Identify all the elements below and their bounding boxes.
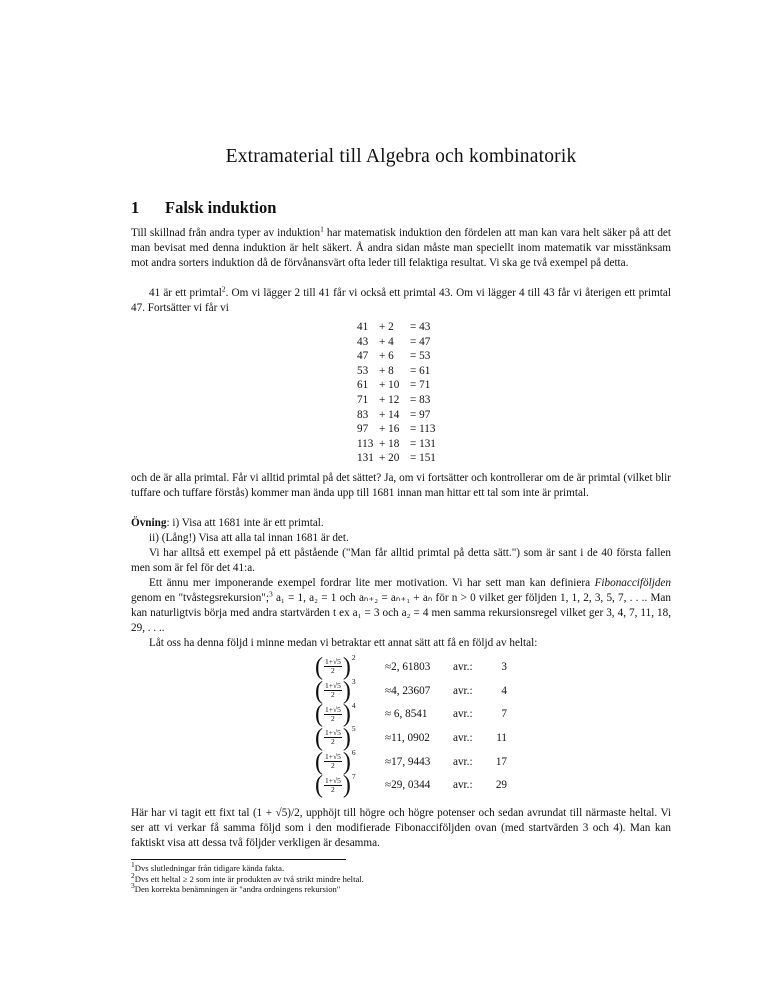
prime-table-cell: 47: [357, 350, 369, 363]
section-title: Falsk induktion: [165, 198, 277, 217]
footnote: [131, 870, 364, 884]
rounded-label: avr.:: [453, 779, 473, 792]
prime-table-cell: + 6: [379, 350, 394, 363]
rounded-value: 29: [495, 779, 507, 792]
prime-table-cell: + 8: [379, 364, 394, 377]
exponent: 3: [351, 677, 356, 687]
paren-right: ): [342, 700, 351, 728]
prime-table-cell: 131: [357, 452, 374, 465]
exercise-part-i: : i) Visa att 1681 inte är ett primtal.: [166, 517, 324, 529]
prime-table-cell: = 61: [410, 364, 431, 377]
paragraph-fibonacci-text-b: genom en "tvåstegsrekursion";: [131, 592, 269, 604]
rounded-label: avr.:: [453, 755, 473, 768]
exercise-label: Övning: [131, 517, 167, 529]
paragraph-primes-conclusion: och de är alla primtal. Får vi alltid primtal på det sättet? Ja, om vi fortsätter och kontrollerar om de är primtal (vilket blir tuffare och tuffare förstås) kommer man ända upp till 1681 innan man hittar ett tal som inte är primtal.: [131, 472, 671, 499]
prime-table-row: [357, 408, 450, 423]
footnote: [131, 881, 341, 894]
paragraph-primes: [131, 286, 671, 316]
prime-table-cell: + 16: [379, 423, 400, 436]
power-table-row: [315, 702, 507, 726]
fraction-denominator: 2: [331, 761, 335, 771]
footnote-ref-2: 2: [221, 284, 226, 294]
rounded-label: avr.:: [453, 684, 473, 697]
footnote-mark: 2: [131, 870, 135, 880]
fraction-numerator: 1+√5: [325, 657, 341, 667]
power-expression: [315, 726, 385, 750]
prime-table-row: [357, 349, 450, 364]
fraction-denominator: 2: [331, 737, 335, 747]
prime-table-cell: 97: [357, 423, 369, 436]
power-table-row: [315, 655, 507, 679]
paragraph-fibonacci-text-a: Ett ännu mer imponerande exempel fordrar lite mer motivation. Vi har sett man kan definiera: [149, 577, 595, 589]
paren-left: (: [315, 653, 323, 681]
paragraph-golden-ratio: Här har vi tagit ett fixt tal (1 + √5)/2, upphöjt till högre och högre potenser och sedan avrundat till närmaste heltal. Vi ser att vi verkar få samma följd som i den modifierade Fibonacciföljden ovan (med startvärden 3 och 4). Man kan faktiskt visa att dessa två följder verkligen är desamma.: [131, 807, 671, 849]
fraction: [324, 729, 342, 746]
paren-left: (: [315, 771, 323, 799]
prime-table-row: [357, 451, 450, 466]
prime-table-cell: + 14: [379, 408, 400, 421]
power-expression: [315, 676, 385, 705]
approx-value: ≈11, 0902: [385, 731, 430, 744]
power-expression: [315, 655, 385, 679]
prime-table-cell: = 53: [410, 350, 431, 363]
paragraph-fibonacci-text-c: a₁ = 1, a₂ = 1 och aₙ₊₂ = aₙ₊₁ + aₙ för n > 0 vilket ger följden 1, 1, 2, 3, 5, 7, . . .. Man kan naturligtvis börja med andra startvärden t ex a₁ = 3 och a₂ = 4 men samma rekursionsregel vilket ger 3, 4, 7, 11, 18, 29, . . ..: [131, 592, 671, 634]
rounded-label: avr.:: [453, 731, 473, 744]
paragraph-primes-text-a: 41 är ett primtal: [149, 287, 222, 299]
prime-table-row: [357, 364, 450, 379]
fraction: [324, 777, 342, 794]
fraction: [324, 658, 342, 675]
prime-table-cell: + 10: [379, 379, 400, 392]
paren-left: (: [315, 676, 323, 705]
paragraph-intro: [131, 226, 671, 271]
approx-value: ≈17, 9443: [385, 755, 431, 768]
paragraph-statement: Vi har alltså ett exempel på ett påstående ("Man får alltid primtal på detta sätt.") som är sant i de 40 första fallen men som är fel för det 41:a.: [131, 547, 671, 574]
rounded-value: 7: [501, 708, 507, 721]
prime-table-cell: + 2: [379, 321, 394, 333]
prime-table-cell: + 4: [379, 335, 394, 348]
exponent: 5: [351, 724, 356, 734]
prime-table-cell: 61: [357, 379, 369, 392]
prime-table-row: [357, 335, 450, 350]
power-expression: [315, 747, 385, 776]
prime-table: [357, 320, 450, 466]
prime-table-row: [357, 437, 450, 452]
rounded-value: 17: [495, 755, 507, 768]
fraction-numerator: 1+√5: [325, 704, 341, 714]
footnote-mark: 1: [131, 860, 135, 870]
prime-table-cell: + 18: [379, 437, 400, 450]
prime-table-cell: = 47: [410, 335, 431, 348]
paren-right: ): [342, 653, 351, 681]
fraction-numerator: 1+√5: [325, 681, 341, 691]
section-heading: [131, 198, 276, 218]
fraction-denominator: 2: [331, 666, 335, 676]
footnote-text: Dvs slutledningar från tidigare kända fakta.: [134, 863, 285, 873]
prime-table-cell: + 20: [379, 452, 400, 465]
prime-table-cell: = 151: [410, 452, 436, 465]
paragraph-fibonacci: [131, 576, 671, 636]
prime-table-cell: = 83: [410, 393, 431, 406]
fraction-numerator: 1+√5: [325, 752, 341, 762]
fraction-denominator: 2: [331, 713, 335, 723]
footnote-ref-3: 3: [268, 589, 273, 599]
footnote-text: Dvs ett heltal ≥ 2 som inte är produkten av två strikt mindre heltal.: [134, 873, 364, 884]
prime-table-cell: = 113: [410, 423, 436, 436]
power-expression: [315, 773, 385, 797]
fraction-denominator: 2: [331, 690, 335, 700]
power-table-row: [315, 773, 507, 797]
prime-table-cell: 53: [357, 364, 369, 377]
paren-left: (: [315, 700, 323, 728]
approx-value: ≈29, 0344: [385, 779, 431, 792]
rounded-value: 11: [496, 731, 507, 744]
document-title: Extramaterial till Algebra och kombinatorik: [225, 146, 577, 167]
paragraph-intro-text-b: har matematisk induktion den fördelen att man kan vara helt säker på att det man bevisat med denna induktion är helt säkert. Å andra sidan måste man speciellt inom matematik var misstänksam mot andra sorters induktion då de förvånansvärt ofta leder till felaktiga resultat. Vi ska ge två exempel på detta.: [131, 227, 672, 269]
paren-right: ): [342, 676, 351, 705]
exercise-part-ii: ii) (Lång!) Visa att alla tal innan 1681 är det.: [149, 532, 349, 544]
prime-table-cell: + 12: [379, 393, 400, 406]
power-expression: [315, 702, 385, 726]
footnote-mark: 3: [131, 881, 135, 891]
rounded-label: avr.:: [453, 708, 473, 721]
footnote-ref-1: 1: [320, 224, 324, 234]
footnote-divider: [131, 859, 346, 860]
fraction: [324, 753, 342, 770]
prime-table-cell: 43: [357, 335, 369, 348]
paren-right: ): [342, 724, 351, 752]
rounded-label: avr.:: [453, 660, 473, 673]
paren-left: (: [315, 724, 323, 752]
rounded-value: 4: [501, 684, 507, 697]
prime-table-cell: = 131: [410, 437, 436, 450]
prime-table-cell: 113: [357, 437, 374, 450]
approx-value: ≈ 6, 8541: [385, 708, 428, 721]
prime-table-cell: 83: [357, 408, 369, 421]
paren-right: ): [342, 771, 351, 799]
prime-table-cell: = 97: [410, 408, 431, 421]
exponent: 6: [351, 748, 356, 758]
prime-table-cell: 71: [357, 393, 369, 406]
fraction-denominator: 2: [331, 784, 335, 794]
power-table: [315, 655, 507, 797]
footnote: [131, 860, 285, 873]
approx-value: ≈2, 61803: [385, 660, 431, 673]
power-table-row: [315, 679, 507, 703]
fraction-numerator: 1+√5: [325, 775, 341, 785]
fraction: [324, 682, 342, 699]
paren-right: ): [342, 747, 351, 776]
section-number: 1: [131, 198, 140, 217]
exponent: 7: [351, 771, 356, 781]
paragraph-intro-text-a: Till skillnad från andra typer av induktion: [131, 227, 321, 239]
prime-table-row: [357, 393, 450, 408]
power-table-row: [315, 726, 507, 750]
prime-table-cell: = 43: [410, 321, 431, 333]
paren-left: (: [315, 747, 323, 776]
rounded-value: 3: [501, 660, 507, 673]
prime-table-row: [357, 320, 450, 335]
fibonacci-term: Fibonacciföljden: [594, 577, 671, 589]
prime-table-row: [357, 378, 450, 393]
prime-table-cell: 41: [357, 321, 369, 333]
prime-table-row: [357, 422, 450, 437]
footnote-text: Den korrekta benämningen är "andra ordningens rekursion": [134, 884, 341, 894]
power-table-row: [315, 750, 507, 774]
fraction: [324, 706, 342, 723]
fraction-numerator: 1+√5: [325, 728, 341, 738]
prime-table-cell: = 71: [410, 379, 431, 392]
approx-value: ≈4, 23607: [385, 684, 431, 697]
exponent: 4: [351, 700, 356, 710]
exponent: 2: [351, 653, 356, 663]
paragraph-sequence-intro: Låt oss ha denna följd i minne medan vi betraktar ett annat sätt att få en följd av heltal:: [149, 637, 538, 649]
exercise: [131, 516, 671, 546]
paragraph-primes-text-b: . Om vi lägger 2 till 41 får vi också ett primtal 43. Om vi lägger 4 till 43 får vi återigen ett primtal 47. Fortsätter vi får vi: [131, 287, 671, 314]
